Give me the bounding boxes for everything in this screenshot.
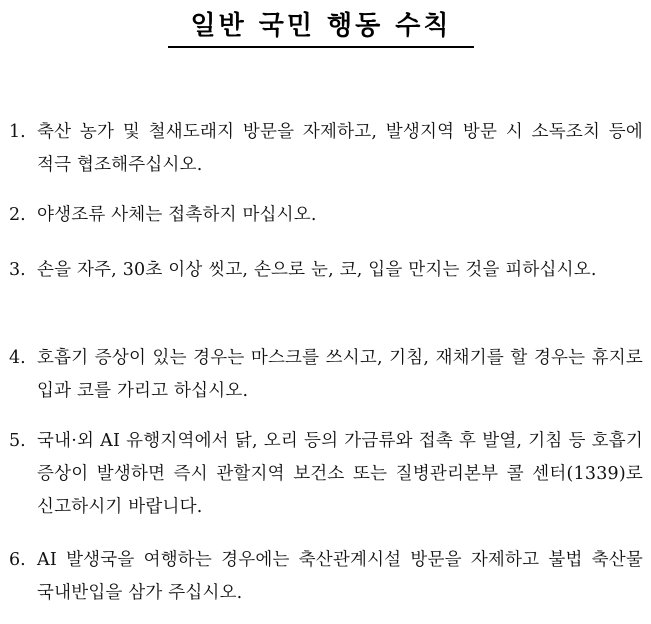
item-number: 6.	[9, 550, 26, 570]
item-text: AI 발생국을 여행하는 경우에는 축산관계시설 방문을 자제하고 불법 축산물 국내반입을 삼가 주십시오.	[37, 550, 643, 603]
item-text: 축산 농가 및 철새도래지 방문을 자제하고, 발생지역 방문 시 소독조치 등에 적극 협조해주십시오.	[37, 122, 643, 175]
guideline-item-1	[9, 116, 643, 182]
item-number: 2.	[9, 205, 26, 225]
item-number: 5.	[9, 431, 26, 451]
guideline-item-4	[9, 342, 643, 408]
title-block	[168, 6, 474, 48]
guideline-item-6	[9, 544, 643, 610]
item-number: 3.	[9, 260, 26, 280]
item-number: 4.	[9, 348, 26, 368]
item-text: 야생조류 사체는 접촉하지 마십시오.	[37, 205, 317, 225]
item-text: 국내·외 AI 유행지역에서 닭, 오리 등의 가금류와 접촉 후 발열, 기침 등 호흡기 증상이 발생하면 즉시 관할지역 보건소 또는 질병관리본부 콜 센터(1339)로 신고하시기 바랍니다.	[37, 431, 643, 517]
guideline-item-5	[9, 425, 643, 524]
item-text: 호흡기 증상이 있는 경우는 마스크를 쓰시고, 기침, 재채기를 할 경우는 휴지로 입과 코를 가리고 하십시오.	[37, 348, 643, 401]
page-title: 일반 국민 행동 수칙	[190, 11, 452, 41]
guideline-item-3	[9, 254, 643, 287]
guideline-item-2	[9, 199, 643, 232]
item-text: 손을 자주, 30초 이상 씻고, 손으로 눈, 코, 입을 만지는 것을 피하십시오.	[37, 260, 597, 280]
item-number: 1.	[9, 122, 26, 142]
